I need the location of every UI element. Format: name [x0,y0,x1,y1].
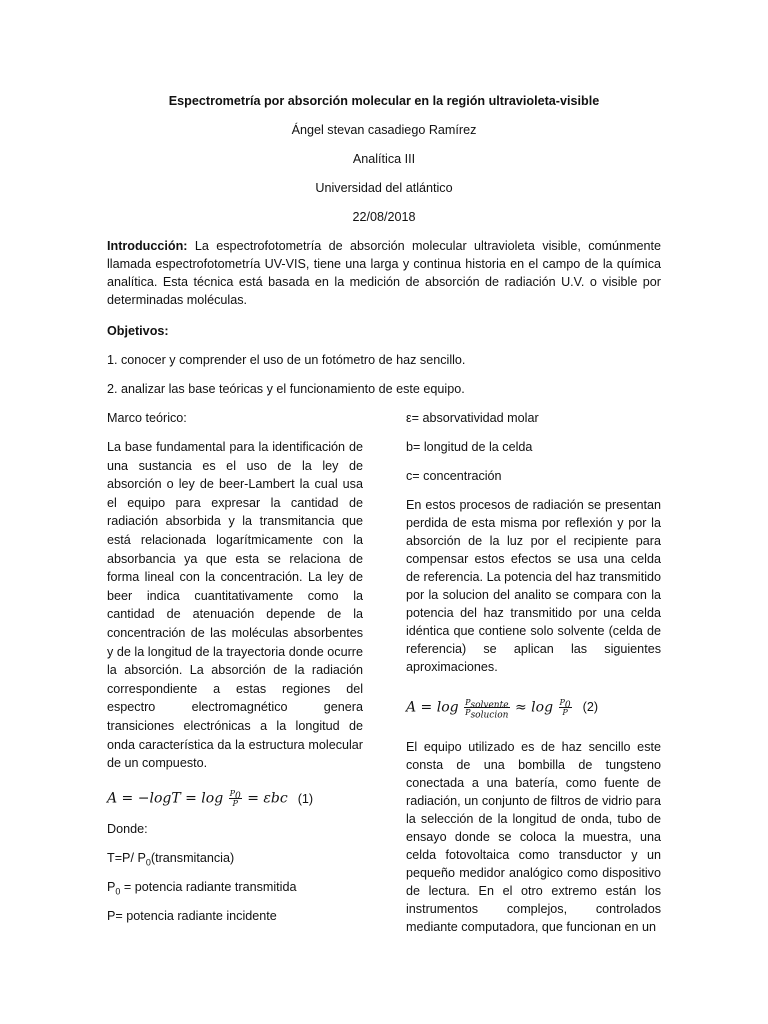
def-b: b= longitud de la celda [406,440,533,454]
def-c: c= concentración [406,469,502,483]
fraction-p0-over-p: $\frac{P_0}{P}$ [229,789,241,809]
def-p0: $P_0$ = potencia radiante transmitida [107,879,297,897]
theory-paragraph: La base fundamental para la identificación de una sustancia es el uso de la ley de absorción o ley de beer-Lambert la cual usa el equipo para expresar la cantidad de radiación absorbida y la transmitancia que está relacionada logarítmicamente con la absorbancia ya que esta se relaciona de forma lineal con la concentración. La ley de beer indica cuantitativamente como la cantidad de atenuación depende de la concentración de las moléculas absorbentes y de la longitud de la trayectoria donde ocurre la absorción. La absorción de la radiación correspondiente a estas regiones del espectro electromagnético genera transiciones electrónicas a la longitud de onda característica da la estructura molecular de un compuesto. [107,440,363,771]
def-p: P= potencia radiante incidente [107,908,277,923]
fraction-p0-over-p: $\frac{P_0}{P}$ [559,697,571,717]
def-epsilon: ε= absorvatividad molar [406,411,539,425]
fraction-solvent-over-solution: $\frac{P_{solvente}}{P_{solucion}}$ [465,697,509,721]
objectives-label: Objetivos: [107,324,169,338]
objective-item: 1. conocer y comprender el uso de un fotómetro de haz sencillo. [107,353,466,367]
right-column [406,409,661,936]
university: Universidad del atlántico [315,181,453,195]
author: Ángel stevan casadiego Ramírez [291,123,477,137]
where-label: Donde: [107,821,148,836]
def-transmittance: T=P/ $P_0(transmitancia)$ [107,850,235,868]
equipment-paragraph: El equipo utilizado es de haz sencillo este consta de una bombilla de tungsteno conectada a una batería, como fuente de radiación, un conjunto de filtros de vidrio para la selección de la longitud de onda, tubo de ensayo donde se coloca la muestra, una celda fotovoltaica como transductor y un pequeño medidor analógico como dispositivo de lectura. En el otro extremo están los instrumentos complejos, controlados mediante computadora, que funcionan en un [406,740,661,934]
equation-number: (1) [297,791,314,806]
theory-heading: Marco teórico: [107,411,187,425]
reference-paragraph: En estos procesos de radiación se presentan perdida de esta misma por reflexión y por la absorción de la luz por el recipiente para compensar estos efectos se usa una celda de referencia. La potencia del haz transmitido por la solucion del analito se compara con la potencia del haz transmitido por una celda idéntica que contiene solo solvente (celda de referencia) se aplican las siguientes aproximaciones. [406,498,661,674]
intro-paragraph [107,237,661,309]
equation-number: (2) [582,700,599,714]
equation-2: A = log $\frac{P_{solvente}}{P_{solucion}}$ ≈ log $\frac{P_0}{P}$ (2) [406,697,599,721]
date: 22/08/2018 [352,210,416,224]
equation-1: A = −logT = log $\frac{P_0}{P}$ = εbc (1) [107,789,314,809]
course: Analítica III [352,152,416,166]
doc-title: Espectrometría por absorción molecular en la región ultravioleta-visible [168,94,600,108]
left-column [107,409,363,925]
intro-text: La espectrofotometría de absorción molecular ultravioleta visible, comúnmente llamada espectrofotometría UV-VIS, tiene una larga y continua historia en el campo de la química analítica. Esta técnica está basada en la medición de absorción de radiación U.V. o visible por determinadas moléculas. [107,239,662,307]
objective-item: 2. analizar las base teóricas y el funcionamiento de este equipo. [107,382,465,396]
intro-label: Introducción: [107,239,188,253]
